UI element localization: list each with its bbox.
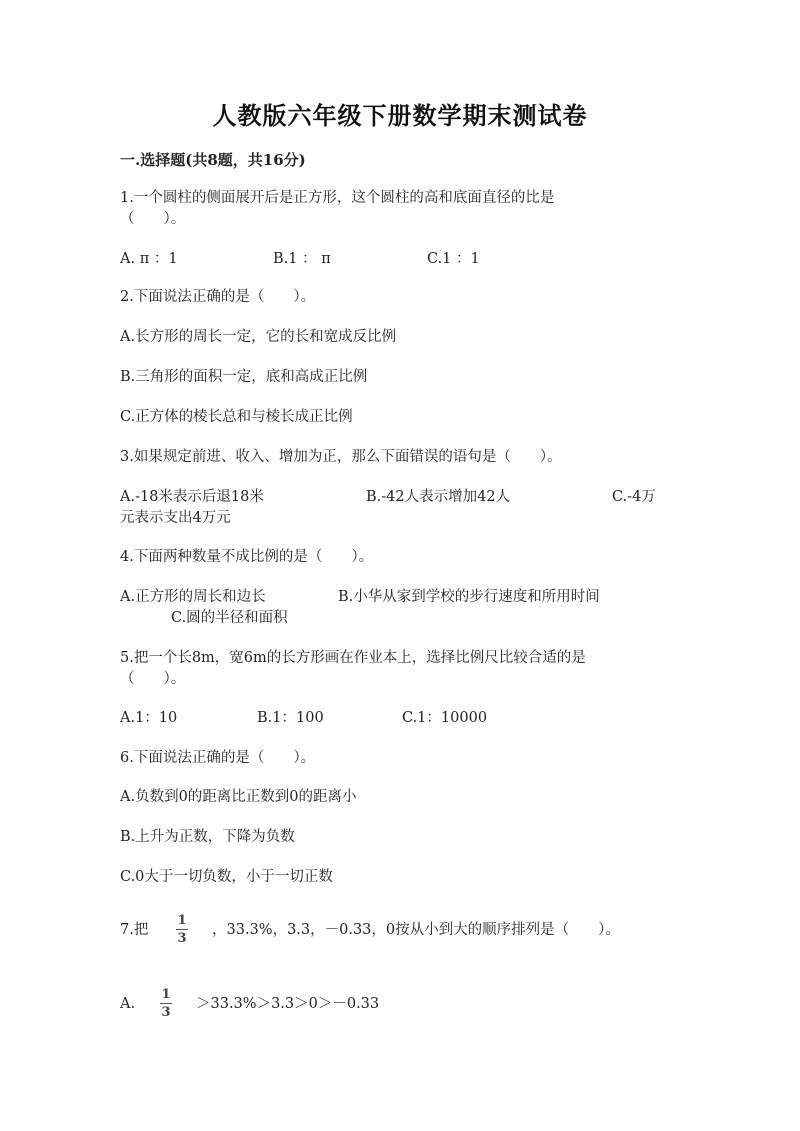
page-title: 人教版六年级下册数学期末测试卷	[212, 101, 588, 130]
question-2-stem: 2.下面说法正确的是（ ）。	[120, 289, 316, 305]
question-2-option-b: B.三角形的面积一定，底和高成正比例	[120, 369, 368, 385]
question-5-option-c: C.1：10000	[402, 710, 488, 726]
question-1-option-a: A. π ：1	[120, 251, 178, 267]
question-7-fraction	[176, 913, 188, 946]
question-7-option-a-rest: ＞33.3%＞3.3＞0＞－0.33	[196, 996, 380, 1012]
question-6-stem: 6.下面说法正确的是（ ）。	[120, 750, 316, 766]
question-3-option-a: A.-18米表示后退18米	[120, 489, 264, 505]
question-1-stem-cont: （ ）。	[120, 211, 186, 227]
question-7-option-a-fraction	[160, 987, 172, 1020]
question-4-option-b: B.小华从家到学校的步行速度和所用时间	[338, 589, 600, 605]
question-5-stem-cont: （ ）。	[120, 671, 186, 687]
question-4-option-a: A.正方形的周长和边长	[120, 589, 266, 605]
question-3-option-c: C.-4万	[612, 489, 656, 505]
question-5-option-a: A.1：10	[120, 710, 178, 726]
question-1-stem: 1.一个圆柱的侧面展开后是正方形，这个圆柱的高和底面直径的比是	[120, 190, 555, 206]
question-2-option-a: A.长方形的周长一定，它的长和宽成反比例	[120, 329, 397, 345]
fraction-denominator: 3	[177, 931, 187, 946]
question-4-stem: 4.下面两种数量不成比例的是（ ）。	[120, 549, 374, 565]
question-1-option-b: B.1 ： π	[273, 251, 331, 267]
question-6-option-b: B.上升为正数，下降为负数	[120, 829, 295, 845]
question-5-option-b: B.1：100	[257, 710, 324, 726]
fraction-bar	[160, 1003, 172, 1004]
question-3-option-b: B.-42人表示增加42人	[366, 489, 511, 505]
question-6-option-a: A.负数到0的距离比正数到0的距离小	[120, 789, 357, 805]
question-7-stem-rest: ，33.3%，3.3，－0.33，0按从小到大的顺序排列是（ ）。	[212, 922, 620, 938]
question-2-option-c: C.正方体的棱长总和与棱长成正比例	[120, 409, 353, 425]
question-1-option-c: C.1 ：1	[427, 251, 480, 267]
question-6-option-c: C.0大于一切负数，小于一切正数	[120, 869, 333, 885]
fraction-numerator: 1	[161, 987, 171, 1002]
question-7-option-a-label: A.	[120, 996, 136, 1012]
fraction-numerator: 1	[177, 913, 187, 928]
question-3-stem: 3.如果规定前进、收入、增加为正，那么下面错误的语句是（ ）。	[120, 449, 562, 465]
question-4-option-c: C.圆的半径和面积	[171, 610, 288, 626]
section-heading: 一.选择题(共8题，共16分)	[120, 151, 306, 169]
question-7-prefix: 7.把	[120, 922, 149, 938]
question-5-stem: 5.把一个长8m，宽6m的长方形画在作业本上，选择比例尺比较合适的是	[120, 650, 586, 666]
fraction-denominator: 3	[161, 1005, 171, 1020]
fraction-bar	[176, 929, 188, 930]
question-3-option-c-cont: 元表示支出4万元	[120, 510, 231, 526]
